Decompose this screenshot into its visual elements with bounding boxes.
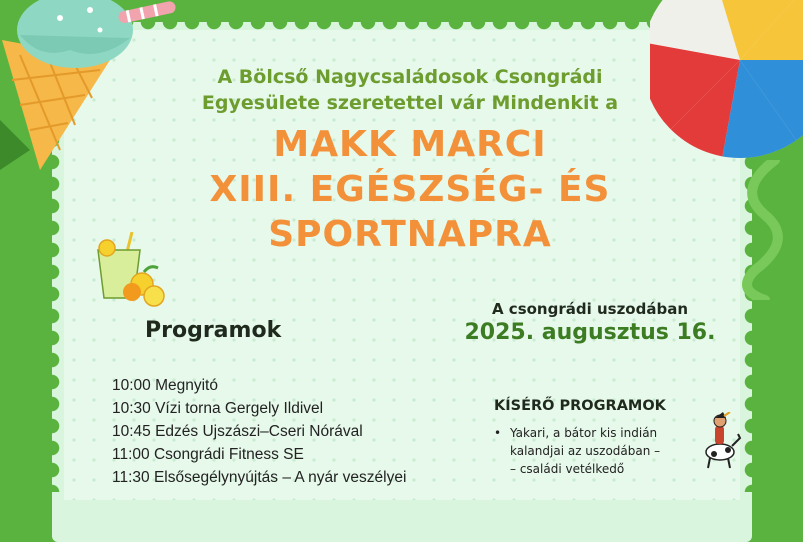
intro-line: A Bölcső Nagycsaládosok Csongrádi xyxy=(217,66,603,88)
program-item: 11:00 Csongrádi Fitness SE xyxy=(112,446,304,463)
program-list xyxy=(112,374,406,489)
side-program-item xyxy=(494,424,694,478)
intro-line: Egyesülete szeretettel vár Mindenkit a xyxy=(201,92,619,114)
program-item: 10:00 Megnyitó xyxy=(112,377,218,394)
ribbon-icon xyxy=(735,160,803,300)
side-program-line: kalandjai az uszodában – xyxy=(510,444,661,458)
ice-cream-icon xyxy=(0,0,140,200)
rider-icon xyxy=(700,412,742,470)
event-date: 2025. augusztus 16. xyxy=(464,320,716,345)
side-program-line: • Yakari, a bátor kis indián xyxy=(510,426,658,440)
event-location: A csongrádi uszodában xyxy=(491,300,689,318)
title-line: XIII. EGÉSZSÉG- ÉS xyxy=(209,169,611,210)
program-item: 10:45 Edzés Ujszászi–Cseri Nórával xyxy=(112,423,363,440)
side-programs-heading: KÍSÉRŐ PROGRAMOK xyxy=(494,398,666,414)
event-title xyxy=(150,122,670,257)
program-item: 11:30 Elsősegélynyújtás – A nyár veszélyei xyxy=(112,469,407,486)
straw-icon xyxy=(118,0,178,30)
title-line: MAKK MARCI xyxy=(273,124,547,165)
program-item: 10:30 Vízi torna Gergely Ildivel xyxy=(112,400,324,417)
beach-ball-icon xyxy=(650,0,803,170)
side-programs-list xyxy=(494,424,694,478)
program-heading: Programok xyxy=(145,318,282,343)
title-line: SPORTNAPRA xyxy=(268,214,552,255)
side-program-line: – családi vetélkedő xyxy=(510,462,625,476)
intro-text xyxy=(150,64,670,116)
